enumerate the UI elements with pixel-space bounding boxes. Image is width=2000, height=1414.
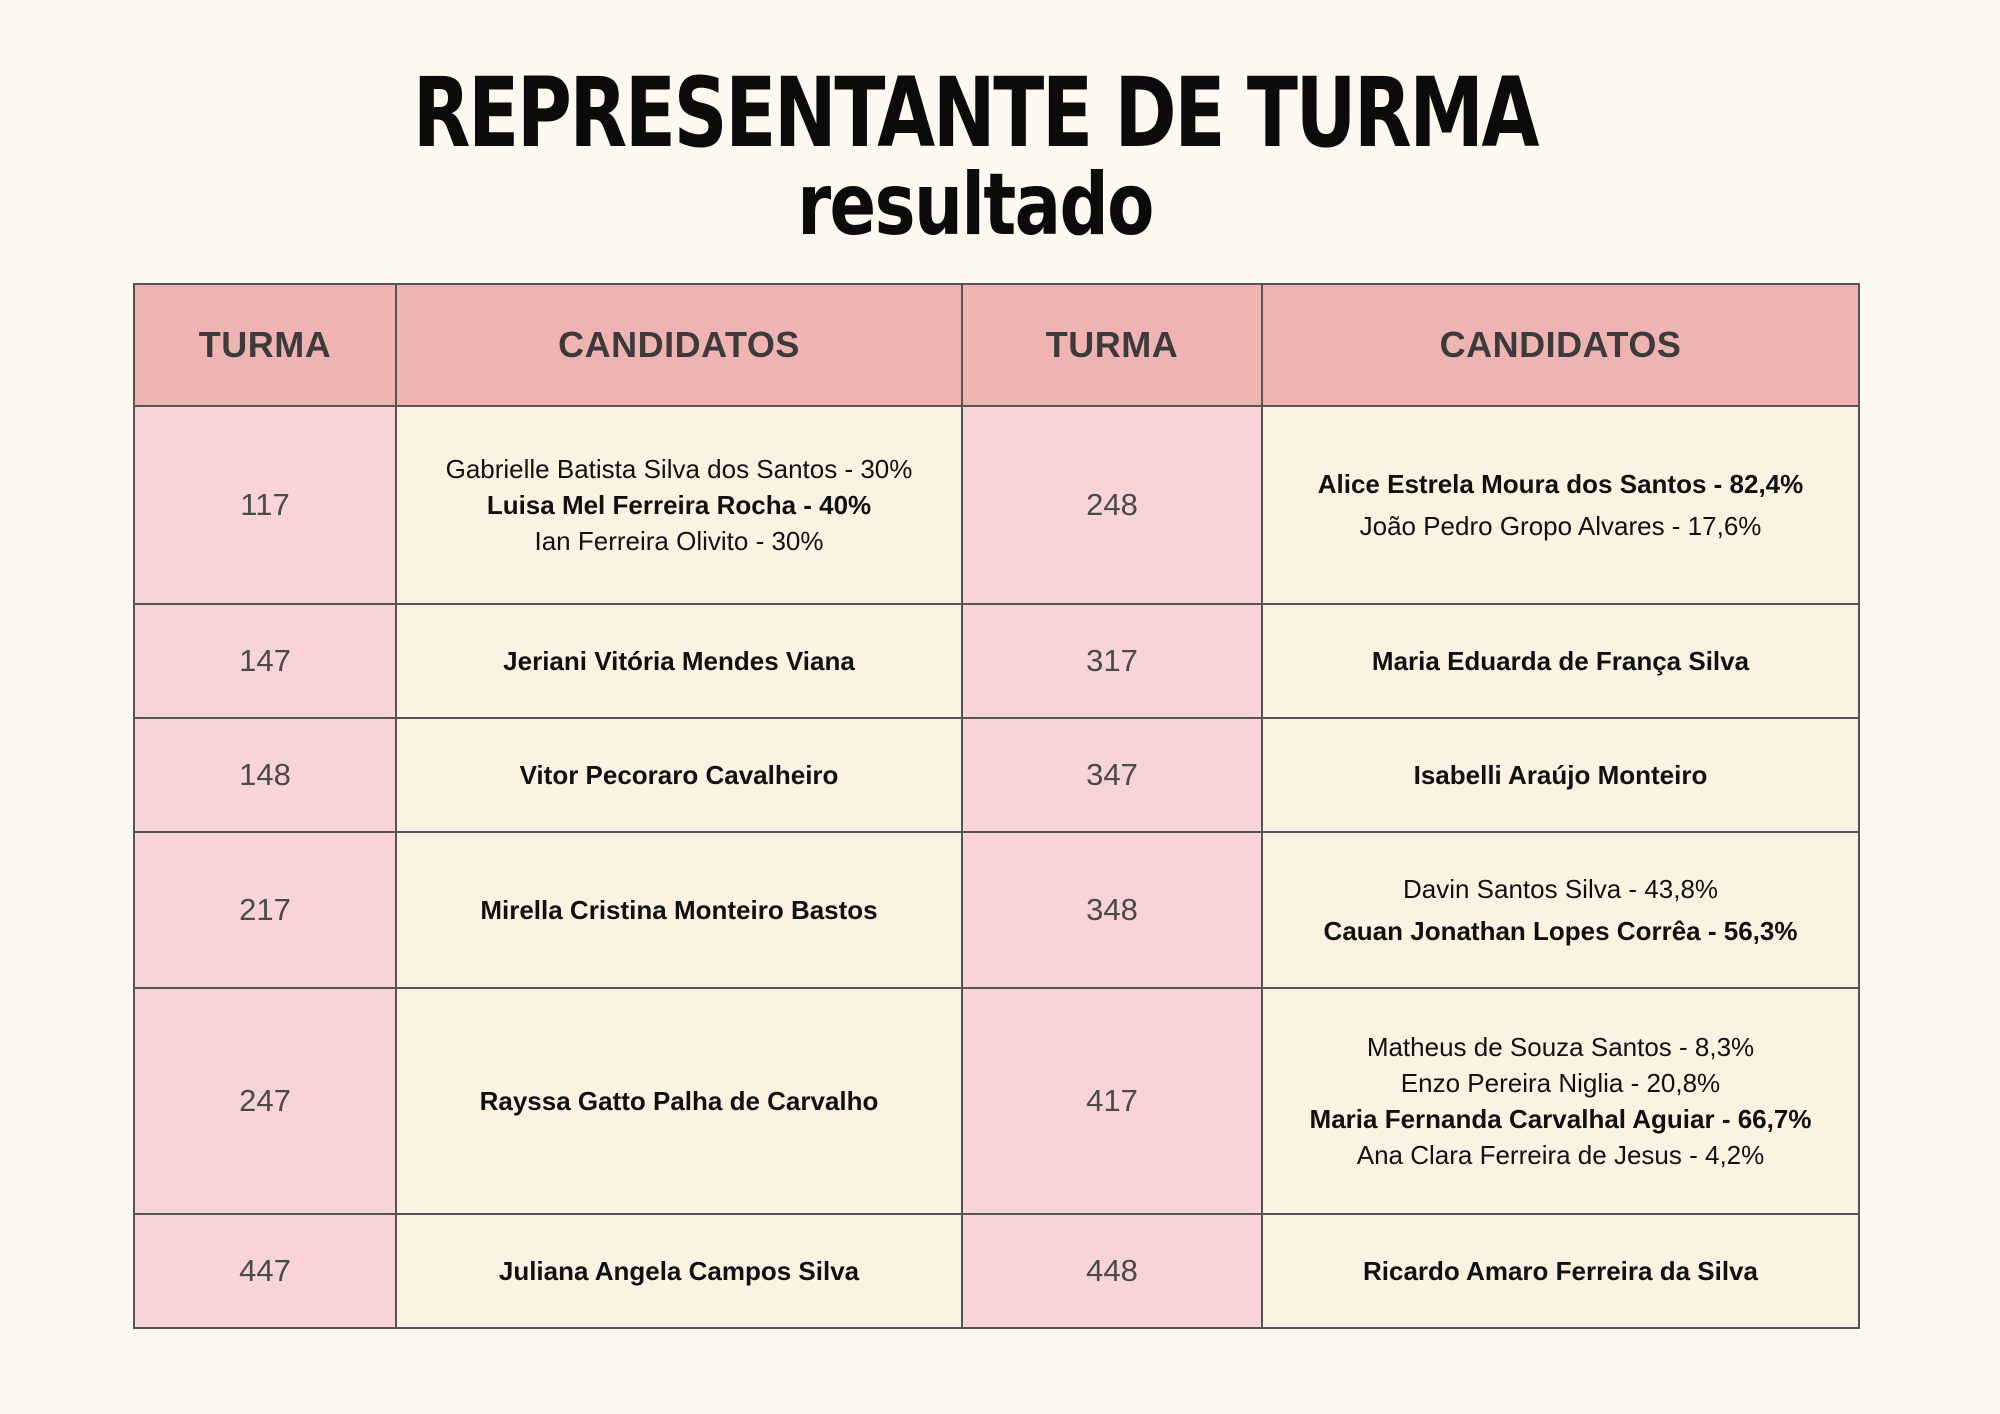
header-turma-right: TURMA [962,284,1262,406]
winner-candidate: Jeriani Vitória Mendes Viana [503,646,855,676]
candidates-cell [396,604,962,718]
turma-cell: 247 [134,988,396,1214]
header-candidatos-right: CANDIDATOS [1262,284,1859,406]
table-header-row [134,284,1859,406]
turma-cell: 148 [134,718,396,832]
turma-cell: 448 [962,1214,1262,1328]
turma-cell: 317 [962,604,1262,718]
candidates-cell [1262,832,1859,988]
table-row [134,406,1859,604]
turma-cell: 417 [962,988,1262,1214]
turma-cell: 217 [134,832,396,988]
candidates-cell [1262,406,1859,604]
turma-cell: 248 [962,406,1262,604]
results-table [133,283,1860,1329]
page-subtitle: resultado [797,155,1153,255]
winner-candidate: Cauan Jonathan Lopes Corrêa - 56,3% [1323,916,1798,946]
candidates-cell [1262,718,1859,832]
candidates-cell [396,406,962,604]
candidate: João Pedro Gropo Alvares - 17,6% [1359,511,1762,541]
winner-candidate: Alice Estrela Moura dos Santos - 82,4% [1317,469,1804,499]
candidates-cell [396,988,962,1214]
table-row [134,988,1859,1214]
candidate: Gabrielle Batista Silva dos Santos - 30% [445,454,913,484]
turma-cell: 447 [134,1214,396,1328]
table-row [134,718,1859,832]
candidate: Enzo Pereira Niglia - 20,8% [1400,1068,1721,1098]
winner-candidate: Isabelli Araújo Monteiro [1413,760,1708,790]
page-title: REPRESENTANTE DE TURMA [412,57,1538,169]
table-row [134,1214,1859,1328]
candidate: Ian Ferreira Olivito - 30% [534,526,824,556]
winner-candidate: Juliana Angela Campos Silva [498,1256,860,1286]
candidates-cell [1262,988,1859,1214]
header-turma-left: TURMA [134,284,396,406]
winner-candidate: Vitor Pecoraro Cavalheiro [519,760,839,790]
winner-candidate: Rayssa Gatto Palha de Carvalho [479,1086,879,1116]
winner-candidate: Maria Eduarda de França Silva [1371,646,1750,676]
candidates-cell [396,832,962,988]
turma-cell: 117 [134,406,396,604]
turma-cell: 147 [134,604,396,718]
winner-candidate: Ricardo Amaro Ferreira da Silva [1363,1256,1758,1286]
candidates-cell [1262,1214,1859,1328]
turma-cell: 348 [962,832,1262,988]
candidates-cell [396,718,962,832]
candidate: Ana Clara Ferreira de Jesus - 4,2% [1356,1140,1765,1170]
candidates-cell [396,1214,962,1328]
winner-candidate: Maria Fernanda Carvalhal Aguiar - 66,7% [1309,1104,1812,1134]
header-candidatos-left: CANDIDATOS [396,284,962,406]
table-row [134,832,1859,988]
winner-candidate: Luisa Mel Ferreira Rocha - 40% [486,490,872,520]
candidates-cell [1262,604,1859,718]
table-row [134,604,1859,718]
turma-cell: 347 [962,718,1262,832]
candidate: Davin Santos Silva - 43,8% [1402,874,1719,904]
winner-candidate: Mirella Cristina Monteiro Bastos [480,895,878,925]
candidate: Matheus de Souza Santos - 8,3% [1366,1032,1755,1062]
